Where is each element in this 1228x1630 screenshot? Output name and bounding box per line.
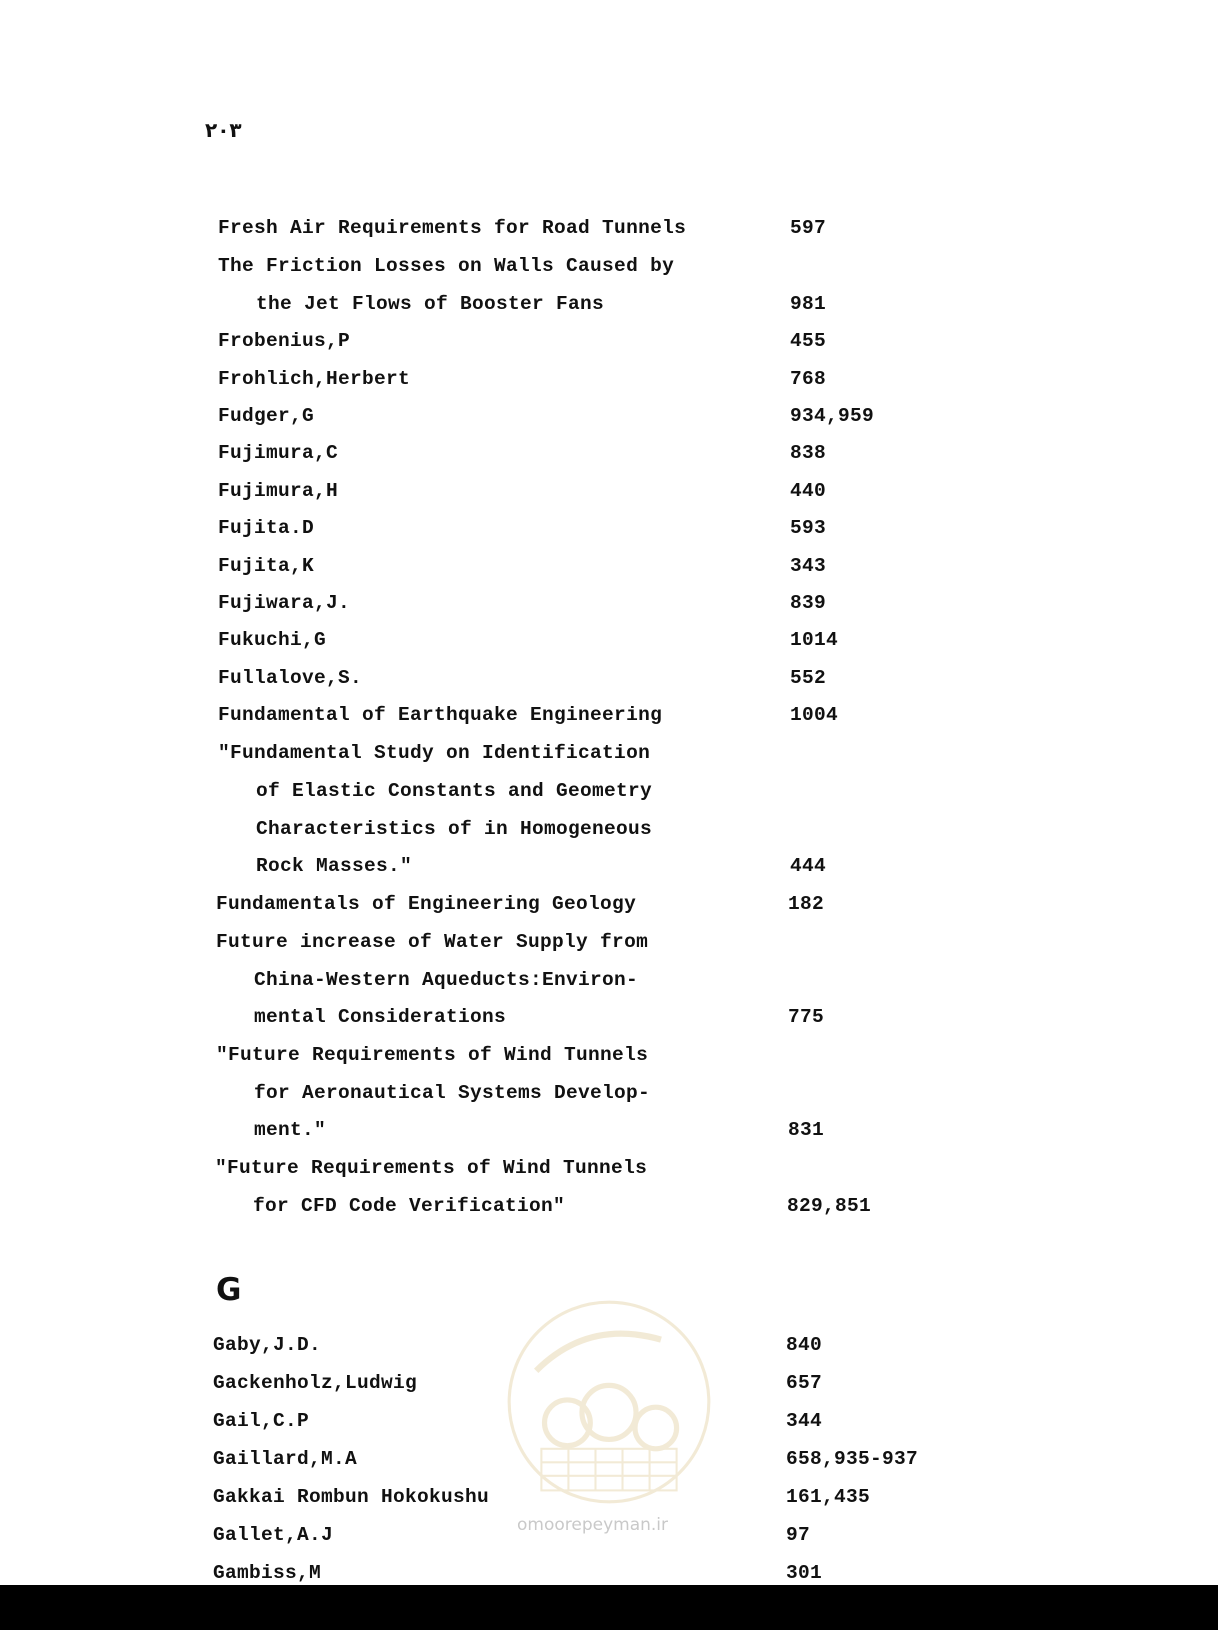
index-entry <box>0 555 1228 585</box>
index-entry <box>0 442 1228 472</box>
section-letter: G <box>216 1272 242 1308</box>
index-entry <box>0 780 1228 810</box>
index-entry <box>0 855 1228 885</box>
entry-title: Fundamentals of Engineering Geology <box>216 893 637 915</box>
entry-page: 829,851 <box>787 1195 872 1217</box>
entry-title: Frohlich,Herbert <box>218 368 411 390</box>
entry-title: for CFD Code Verification" <box>253 1195 566 1217</box>
watermark-logo-icon <box>505 1298 713 1506</box>
entry-title: Gakkai Rombun Hokokushu <box>213 1486 490 1508</box>
index-entry <box>0 818 1228 848</box>
entry-page: 934,959 <box>790 405 875 427</box>
entry-title: mental Considerations <box>254 1006 507 1028</box>
index-entry <box>0 893 1228 923</box>
entry-title: Frobenius,P <box>218 330 351 352</box>
entry-title: Fujita,K <box>218 555 315 577</box>
entry-page: 657 <box>786 1372 823 1394</box>
entry-title: Fujimura,H <box>218 480 339 502</box>
entry-title: of Elastic Constants and Geometry <box>256 780 653 802</box>
index-entry <box>0 1119 1228 1149</box>
entry-page: 344 <box>786 1410 823 1432</box>
entry-title: Gaillard,M.A <box>213 1448 358 1470</box>
entry-page: 597 <box>790 217 827 239</box>
index-entry <box>0 592 1228 622</box>
index-entry <box>0 255 1228 285</box>
index-entry <box>0 1195 1228 1225</box>
entry-page: 658,935-937 <box>786 1448 919 1470</box>
entry-page: 161,435 <box>786 1486 871 1508</box>
index-entry <box>0 667 1228 697</box>
watermark-site: omoorepeyman.ir <box>517 1515 669 1535</box>
entry-title: Fundamental of Earthquake Engineering <box>218 704 663 726</box>
entry-title: Gaby,J.D. <box>213 1334 322 1356</box>
entry-page: 840 <box>786 1334 823 1356</box>
entry-title: Future increase of Water Supply from <box>216 931 649 953</box>
entry-page: 455 <box>790 330 827 352</box>
index-entry <box>0 293 1228 323</box>
entry-title: "Fundamental Study on Identification <box>218 742 651 764</box>
index-entry <box>0 704 1228 734</box>
index-entry <box>0 1006 1228 1036</box>
index-entry <box>0 629 1228 659</box>
index-entry <box>0 1157 1228 1187</box>
index-entry <box>0 517 1228 547</box>
entry-title: Fujiwara,J. <box>218 592 351 614</box>
page-number: ۲۰۳ <box>205 118 242 142</box>
entry-page: 1014 <box>790 629 839 651</box>
entry-title: Characteristics of in Homogeneous <box>256 818 653 840</box>
index-entry <box>0 969 1228 999</box>
entry-title: Fujimura,C <box>218 442 339 464</box>
entry-page: 343 <box>790 555 827 577</box>
entry-title: Fullalove,S. <box>218 667 363 689</box>
entry-page: 775 <box>788 1006 825 1028</box>
entry-title: The Friction Losses on Walls Caused by <box>218 255 675 277</box>
entry-page: 839 <box>790 592 827 614</box>
entry-page: 1004 <box>790 704 839 726</box>
index-entry <box>0 742 1228 772</box>
entry-page: 440 <box>790 480 827 502</box>
index-entry <box>0 217 1228 247</box>
entry-title: Gambiss,M <box>213 1562 322 1584</box>
entry-page: 831 <box>788 1119 825 1141</box>
index-entry <box>0 480 1228 510</box>
scan-border <box>0 1585 1218 1630</box>
index-entry <box>0 405 1228 435</box>
entry-title: Gackenholz,Ludwig <box>213 1372 418 1394</box>
entry-title: Gail,C.P <box>213 1410 310 1432</box>
entry-page: 768 <box>790 368 827 390</box>
entry-title: Rock Masses." <box>256 855 413 877</box>
entry-title: for Aeronautical Systems Develop- <box>254 1082 651 1104</box>
index-entry <box>0 1044 1228 1074</box>
entry-page: 301 <box>786 1562 823 1584</box>
entry-page: 182 <box>788 893 825 915</box>
entry-page: 552 <box>790 667 827 689</box>
index-entry <box>0 368 1228 398</box>
entry-title: "Future Requirements of Wind Tunnels <box>216 1044 649 1066</box>
entry-title: China-Western Aqueducts:Environ- <box>254 969 639 991</box>
entry-page: 444 <box>790 855 827 877</box>
entry-title: Fukuchi,G <box>218 629 327 651</box>
entry-title: Fresh Air Requirements for Road Tunnels <box>218 217 687 239</box>
entry-page: 97 <box>786 1524 811 1546</box>
index-entry <box>0 1082 1228 1112</box>
entry-title: Fujita.D <box>218 517 315 539</box>
entry-page: 981 <box>790 293 827 315</box>
entry-title: ment." <box>254 1119 327 1141</box>
index-entry <box>0 931 1228 961</box>
entry-title: "Future Requirements of Wind Tunnels <box>215 1157 648 1179</box>
entry-page: 838 <box>790 442 827 464</box>
entry-title: the Jet Flows of Booster Fans <box>256 293 605 315</box>
entry-title: Fudger,G <box>218 405 315 427</box>
index-entry <box>0 330 1228 360</box>
entry-page: 593 <box>790 517 827 539</box>
entry-title: Gallet,A.J <box>213 1524 334 1546</box>
